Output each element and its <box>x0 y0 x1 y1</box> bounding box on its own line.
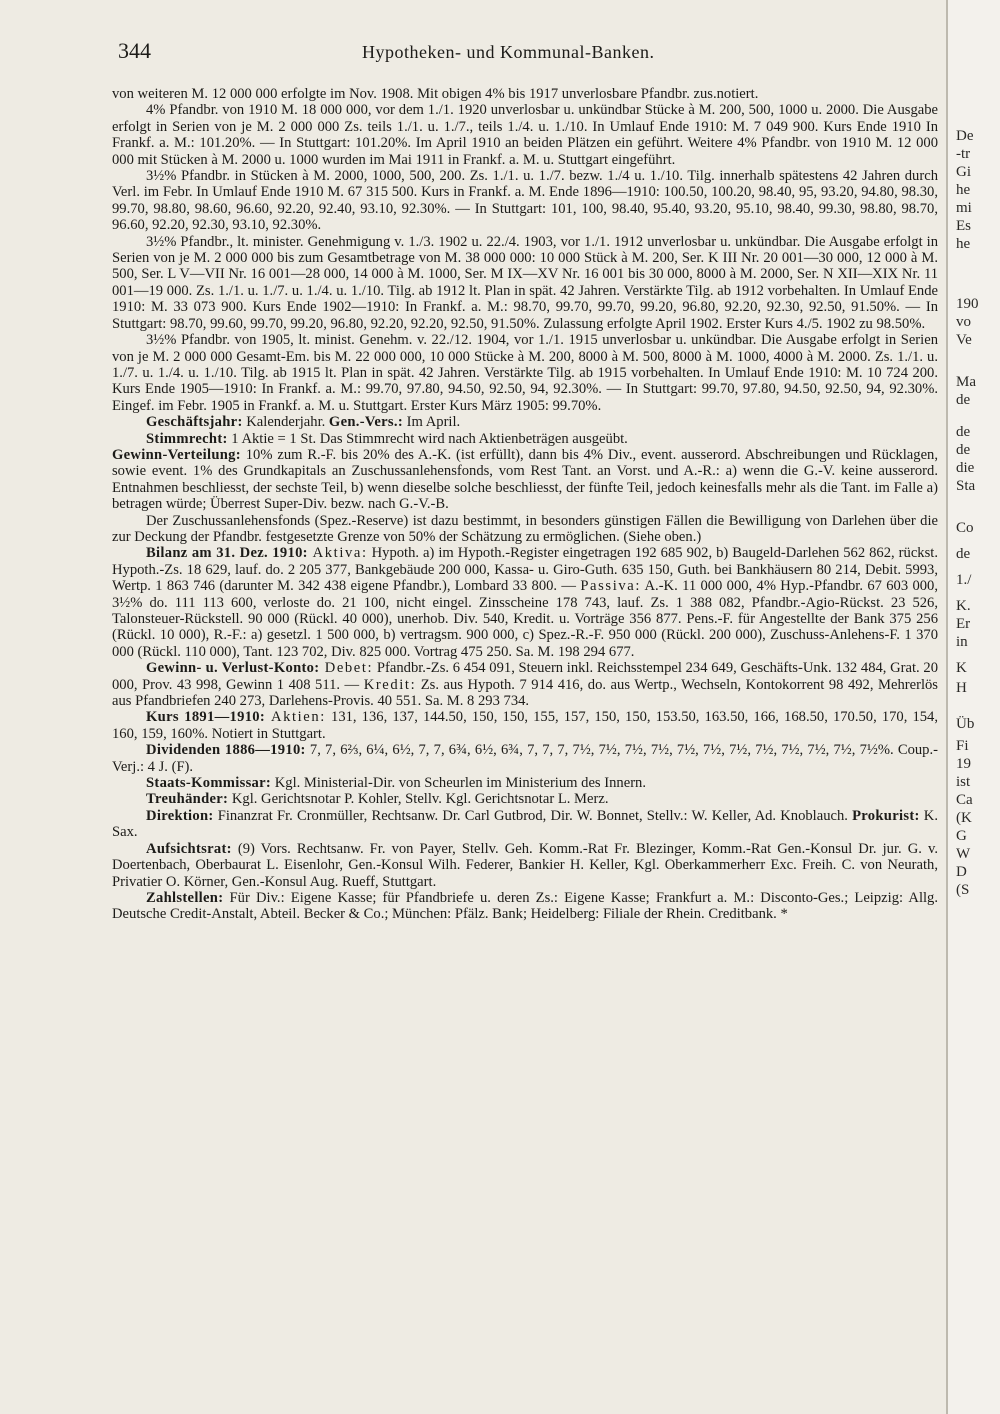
section-kurs <box>112 709 938 742</box>
adjacent-fragment: in <box>956 634 968 650</box>
text-kredit: Zs. aus Hypoth. 7 914 416, do. aus Wertp., Wechseln, Kontokorrent 98 492, Mehrerlös aus Pfandbriefen 240 273, Darlehens-Provis. 40 551. Sa. M. 8 293 734. <box>112 676 938 710</box>
adjacent-fragment: Er <box>956 616 971 632</box>
adjacent-fragment: K. <box>956 598 971 614</box>
paragraph-4pct-pfandbr: 4% Pfandbr. von 1910 M. 18 000 000, vor dem 1./1. 1920 unverlosbar u. unkündbar Stücke à M. 200, 500, 1000 u. 2000. Die Ausgabe erfolgt in Serien von je M. 2 000 000 Zs. teils 1./1. u. 1./7., teils 1./4. u. 1./10. In Umlauf Ende 1910: M. 7 049 900. Kurs Ende 1910 In Frankf. a. M.: 101.20%. — In Stuttgart: 101.20%. Im April 1910 an beiden Plätzen ein geführt. Weitere 4% Pfandbr. von 1910 M. 12 000 000 mit Stücken à M. 2000 u. 1000 wurden im Mai 1911 in Frankf. a. M. u. Stuttgart eingeführt. <box>112 102 938 168</box>
section-dividenden <box>112 742 938 775</box>
section-zahlstellen <box>112 890 938 923</box>
adjacent-fragment: H <box>956 680 967 696</box>
page-header <box>118 38 948 66</box>
adjacent-fragment: Co <box>956 520 974 536</box>
text-prokurist: K. Sax. <box>112 807 938 841</box>
label-gen-vers: Gen.-Vers.: <box>328 414 404 431</box>
text-aktiva: Hypoth. a) im Hypoth.-Register eingetragen 192 685 902, b) Baugeld-Darlehen 562 862, rückst. Hypoth.-Zs. 18 629, lauf. do. 2 205 377, Bankgebäude 200 000, Kassa- u. Giro-Guth. 635 150, Guth. bei Bankhäusern 80 214, Debit. 5993, Wertp. 1 863 746 (darunter M. 342 438 eigene Pfandbr.), Lombard 33 800. — <box>112 545 938 595</box>
adjacent-fragment: 1./ <box>956 572 972 588</box>
label-aktien: Aktien: <box>265 709 326 726</box>
label-treuhaender: Treuhänder: <box>146 791 229 808</box>
adjacent-fragment: vo <box>956 314 971 330</box>
section-stimmrecht <box>112 431 938 447</box>
adjacent-fragment: W <box>956 846 971 862</box>
label-geschaeftsjahr: Geschäftsjahr: <box>146 414 243 431</box>
label-zahlstellen: Zahlstellen: <box>146 889 224 906</box>
label-passiva: Passiva: <box>580 578 641 595</box>
text-geschaeftsjahr: Kalenderjahr. <box>242 414 329 431</box>
adjacent-fragment: de <box>956 442 971 458</box>
text-stimmrecht: 1 Aktie = 1 St. Das Stimmrecht wird nach Aktienbeträgen ausgeübt. <box>227 430 628 447</box>
section-treuhaender <box>112 791 938 807</box>
adjacent-fragment: Ma <box>956 374 976 390</box>
section-staats-kommissar <box>112 775 938 791</box>
label-dividenden: Dividenden 1886—1910: <box>146 742 306 759</box>
label-gewinn-verteilung: Gewinn-Verteilung: <box>112 446 241 463</box>
section-direktion <box>112 808 938 841</box>
adjacent-fragment: (S <box>956 882 970 898</box>
adjacent-fragment: Ve <box>956 332 972 348</box>
label-direktion: Direktion: <box>146 807 214 824</box>
adjacent-fragment: de <box>956 546 971 562</box>
adjacent-fragment: (K <box>956 810 972 826</box>
adjacent-fragment: mi <box>956 200 972 216</box>
adjacent-fragment: Sta <box>956 478 976 494</box>
text-treuhaender: Kgl. Gerichtsnotar P. Kohler, Stellv. Kgl. Gerichtsnotar L. Merz. <box>228 791 609 808</box>
adjacent-fragment: he <box>956 182 971 198</box>
label-stimmrecht: Stimmrecht: <box>146 430 228 447</box>
paragraph-3half-pfandbr-1905: 3½% Pfandbr. von 1905, lt. minist. Genehm. v. 22./12. 1904, vor 1./1. 1915 unverlosbar u. unkündbar. Die Ausgabe erfolgt in Serien von je M. 2 000 000 Gesamt-Em. bis M. 22 000 000, 10 000 Stücke à M. 200, 8000 à M. 500, 8000 à M. 1000, 4000 à M. 2000. Zs. 1./1. u. 1./7. u. 1./4. u. 1./10. Tilg. ab 1915 lt. Plan in spät. 42 Jahren. Verstärkte Tilg. ab 1915 vorbehalten. In Umlauf Ende 1910: M. 10 724 200. Kurs Ende 1905—1910: In Frankf. a. M.: 99.70, 97.80, 94.50, 92.50, 94, 92.30%. — In Stuttgart: 99.70, 97.80, 94.50, 92.50, 94, 92.30%. Eingef. im Febr. 1905 in Frankf. a. M. u. Stuttgart. Erster Kurs März 1905: 99.70%. <box>112 332 938 414</box>
section-aufsichtsrat <box>112 841 938 890</box>
adjacent-fragment: Es <box>956 218 971 234</box>
adjacent-fragment: G <box>956 828 967 844</box>
text-direktion: Finanzrat Fr. Cronmüller, Rechtsanw. Dr. Carl Gutbrod, Dir. W. Bonnet, Stellv.: W. Keller, Ad. Knoblauch. <box>213 807 853 824</box>
adjacent-fragment: he <box>956 236 971 252</box>
page-number: 344 <box>118 38 151 63</box>
section-gewinn-verlust <box>112 660 938 709</box>
adjacent-fragment: De <box>956 128 974 144</box>
label-aktiva: Aktiva: <box>307 545 368 562</box>
text-staats-kommissar: Kgl. Ministerial-Dir. von Scheurlen im Ministerium des Innern. <box>271 775 646 792</box>
label-debet: Debet: <box>319 660 374 677</box>
adjacent-fragment: de <box>956 392 971 408</box>
running-title: Hypotheken- und Kommunal-Banken. <box>362 42 655 62</box>
adjacent-fragment: Ca <box>956 792 973 808</box>
label-prokurist: Prokurist: <box>852 807 920 824</box>
label-kurs: Kurs 1891—1910: <box>146 709 266 726</box>
text-debet: Pfandbr.-Zs. 6 454 091, Steuern inkl. Reichsstempel 234 649, Geschäfts-Unk. 132 484, Grat. 20 000, Prov. 43 998, Gewinn 1 408 511. — <box>112 660 938 693</box>
adjacent-fragment: 19 <box>956 756 971 772</box>
text-passiva: A.-K. 11 000 000, 4% Hyp.-Pfandbr. 67 603 000, 3½% do. 111 113 600, verloste do. 21 100, nicht eingel. Zinsscheine 178 743, lauf. Zs. 1 388 082, Pfandbr.-Agio-Rückst. 23 526, Talonsteuer-Rückstell. 90 000 (Rückl. 40 000), unerhob. Div. 540, Kredit. u. Vorträge 356 877. Pens.-F. für Angestellte der Bank 375 256 (Rückl. 10 000), R.-F.: a) gesetzl. 1 500 000, b) vertragsm. 900 000, c) Spez.-R.-F. 950 000 (Rückl. 200 000), Zuschuss-Anlehens-F. 1 370 000 (Rückl. 110 000), Tant. 123 702, Div. 825 000. Vortrag 475 250. Sa. M. 198 294 677. <box>112 578 938 660</box>
text-aufsichtsrat: (9) Vors. Rechtsanw. Fr. von Payer, Stellv. Geh. Komm.-Rat Fr. Blezinger, Komm.-Rat Gen.-Konsul Dr. jur. G. v. Doertenbach, Oberbaurat L. Eisenlohr, Gen.-Konsul Wilh. Federer, Bankier H. Keller, Kgl. Oberkammerherr Exc. Freih. C. von Neurath, Privatier O. Körner, Gen.-Konsul Aug. Rueff, Stuttgart. <box>112 840 938 890</box>
label-kredit: Kredit: <box>363 676 417 693</box>
section-geschaeftsjahr <box>112 414 938 430</box>
adjacent-fragment: 190 <box>956 296 979 312</box>
article-body <box>112 86 938 923</box>
paragraph-3half-pfandbr-2: 3½% Pfandbr., lt. minister. Genehmigung v. 1./3. 1902 u. 22./4. 1903, vor 1./1. 1912 unverlosbar u. unkündbar. Die Ausgabe erfolgt in Serien von je M. 2 000 000 bis zum Gesamtbetrage von M. 38 000 000: 10 000 Stück à M. 200, Ser. K III Nr. 20 001—30 000, 12 000 à M. 500, Ser. L V—VII Nr. 16 001—28 000, 14 000 à M. 1000, Ser. M IX—XV Nr. 16 001 bis 30 000, 8000 à M. 2000, Ser. N XII—XIX Nr. 11 001—19 000. Zs. 1./1. u. 1./7. u. 1./4. u. 1./10. Tilg. ab 1912 lt. Plan in spät. 42 Jahren. Verstärkte Tilg. ab 1912 vorbehalten. In Umlauf Ende 1910: M. 33 073 900. Kurs Ende 1902—1910: In Frankf. a. M.: 98.70, 99.70, 99.70, 99.20, 96.80, 92.20, 92.30, 92.50, 91.50%. — In Stuttgart: 98.70, 99.60, 99.70, 99.20, 96.80, 92.20, 92.20, 92.50, 91.50%. Zulassung erfolgte April 1902. Erster Kurs 4./5. 1902 zu 98.50%. <box>112 233 938 332</box>
adjacent-fragment: Fi <box>956 738 969 754</box>
text-zahlstellen: Für Div.: Eigene Kasse; für Pfandbriefe u. deren Zs.: Eigene Kasse; Frankfurt a. M.: Disconto-Ges.; Leipzig: Allg. Deutsche Credit-Anstalt, Abteil. Becker & Co.; München: Pfälz. Bank; Heidelberg: Filiale der Rhein. Creditbank. * <box>112 889 938 923</box>
label-aufsichtsrat: Aufsichtsrat: <box>146 840 232 857</box>
label-bilanz: Bilanz am 31. Dez. 1910: <box>146 545 308 562</box>
adjacent-fragment: D <box>956 864 967 880</box>
text-kurs: 131, 136, 137, 144.50, 150, 150, 155, 157, 150, 150, 153.50, 163.50, 166, 168.50, 170.50, 170, 154, 160, 159, 160%. Notiert in Stuttgart. <box>112 709 938 742</box>
label-gewinn-verlust: Gewinn- u. Verlust-Konto: <box>146 660 320 677</box>
section-gewinn-verteilung <box>112 447 938 513</box>
paragraph-3half-pfandbr-1: 3½% Pfandbr. in Stücken à M. 2000, 1000, 500, 200. Zs. 1./1. u. 1./7. bezw. 1./4 u. 1./10. Tilg. innerhalb spätestens 42 Jahren durch Verl. im Febr. In Umlauf Ende 1910 M. 67 315 500. Kurs in Frankf. a. M. Ende 1896—1910: 100.50, 100.20, 98.40, 95, 93.20, 94.80, 98.30, 99.70, 98.80, 98.60, 96.60, 92.20, 92.40, 93.10, 92.30%. — In Stuttgart: 101, 100, 98.40, 95.40, 93.20, 95.10, 98.40, 99.30, 98.80, 98.70, 96.60, 92.20, 92.30, 93.10, 92.30%. <box>112 168 938 234</box>
adjacent-fragment: -tr <box>956 146 971 162</box>
paragraph-continuation: von weiteren M. 12 000 000 erfolgte im Nov. 1908. Mit obigen 4% bis 1917 unverlosbare Pfandbr. zus.notiert. <box>112 86 759 102</box>
adjacent-fragment: de <box>956 424 971 440</box>
section-bilanz <box>112 545 938 660</box>
adjacent-fragment: Gi <box>956 164 971 180</box>
adjacent-fragment: K <box>956 660 967 676</box>
adjacent-page-edge <box>946 0 1000 1414</box>
paragraph-zuschussanlehensfonds: Der Zuschussanlehensfonds (Spez.-Reserve) ist dazu bestimmt, in besonders günstigen Fällen die Bewilligung von Darlehen über die zur Deckung der Pfandbr. festgesetzte Grenze von 50% der Schätzung zu ermöglichen. (Siehe oben.) <box>112 512 938 545</box>
adjacent-fragment: die <box>956 460 975 476</box>
text-gen-vers: Im April. <box>403 414 461 431</box>
adjacent-fragment: Üb <box>956 716 975 732</box>
text-gewinn-verteilung: 10% zum R.-F. bis 20% des A.-K. (ist erfüllt), dann bis 4% Div., event. ausserord. Abschreibungen und Rücklagen, sowie event. 1% des Grundkapitals an Zuschussanlehensfonds, vom Rest Tant. an Vorst. und A.-R.: a) wenn die G.-V. keine ausserord. Entnahmen beschliesst, der sechste Teil, b) wenn dieselbe solche beschliesst, der fünfte Teil, jedoch keinesfalls mehr als die Tant. im Falle a) betragen würde; Überrest Super-Div. bezw. nach G.-V.-B. <box>112 446 938 513</box>
adjacent-fragment: ist <box>956 774 971 790</box>
text-dividenden: 7, 7, 6⅔, 6¼, 6½, 7, 7, 6¾, 6½, 6¾, 7, 7, 7, 7½, 7½, 7½, 7½, 7½, 7½, 7½, 7½, 7½, 7½, 7½, 7½%. Coup.-Verj.: 4 J. (F). <box>112 742 938 775</box>
label-staats-kommissar: Staats-Kommissar: <box>146 775 272 792</box>
